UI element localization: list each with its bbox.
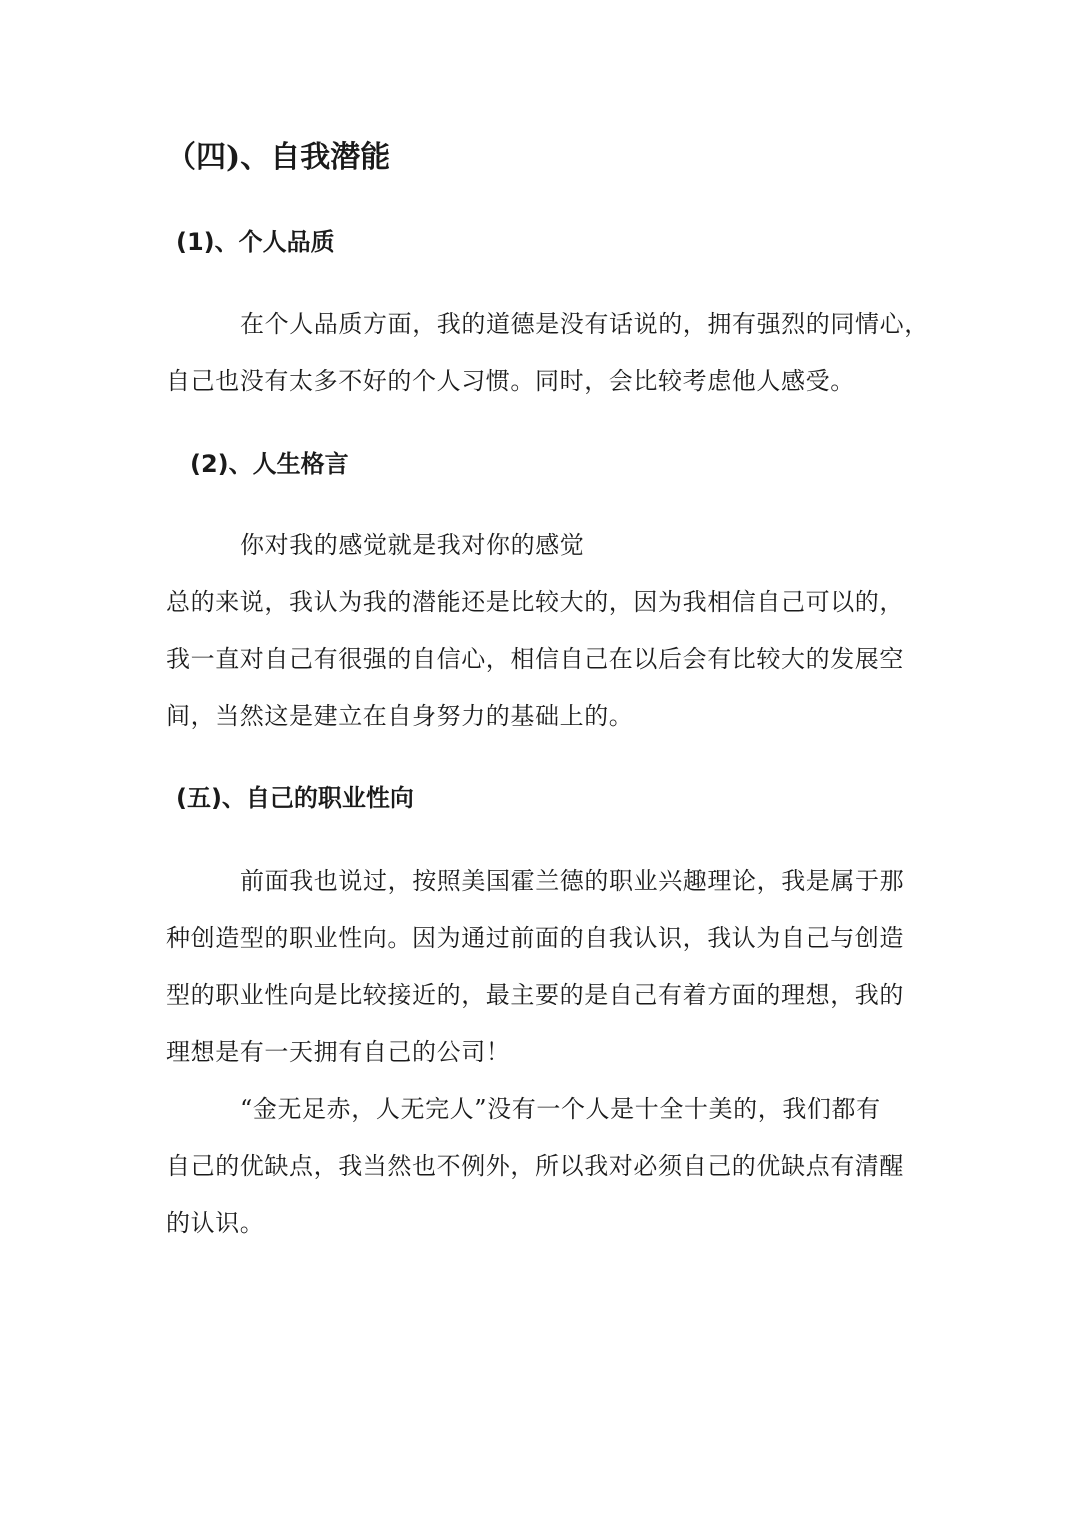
motto-line: 你对我的感觉就是我对你的感觉 — [240, 531, 585, 559]
paragraph-line: 间，当然这是建立在自身努力的基础上的。 — [166, 702, 634, 730]
paragraph-line: 种创造型的职业性向。因为通过前面的自我认识，我认为自己与创造 — [166, 924, 904, 952]
paragraph-line: 自己也没有太多不好的个人习惯。同时，会比较考虑他人感受。 — [166, 367, 855, 395]
paragraph-line: 理想是有一天拥有自己的公司！ — [166, 1038, 511, 1066]
section-4-heading: （四)、自我潜能 — [166, 140, 391, 175]
paragraph-line: “金无足赤，人无完人”没有一个人是十全十美的，我们都有 — [240, 1095, 881, 1123]
paragraph-line: 型的职业性向是比较接近的，最主要的是自己有着方面的理想，我的 — [166, 981, 904, 1009]
subsection-personal-quality-heading: (1)、个人品质 — [176, 228, 335, 256]
paragraph-line: 在个人品质方面，我的道德是没有话说的，拥有强烈的同情心， — [240, 310, 929, 338]
paragraph-line: 自己的优缺点，我当然也不例外，所以我对必须自己的优缺点有清醒 — [166, 1152, 904, 1180]
paragraph-line: 的认识。 — [166, 1209, 265, 1237]
subsection-motto-heading: (2)、人生格言 — [190, 450, 349, 478]
paragraph-line: 前面我也说过，按照美国霍兰德的职业兴趣理论，我是属于那 — [240, 867, 905, 895]
section-5-heading: (五)、自己的职业性向 — [176, 784, 414, 812]
paragraph-line: 总的来说，我认为我的潜能还是比较大的，因为我相信自己可以的， — [166, 588, 904, 616]
paragraph-line: 我一直对自己有很强的自信心，相信自己在以后会有比较大的发展空 — [166, 645, 904, 673]
